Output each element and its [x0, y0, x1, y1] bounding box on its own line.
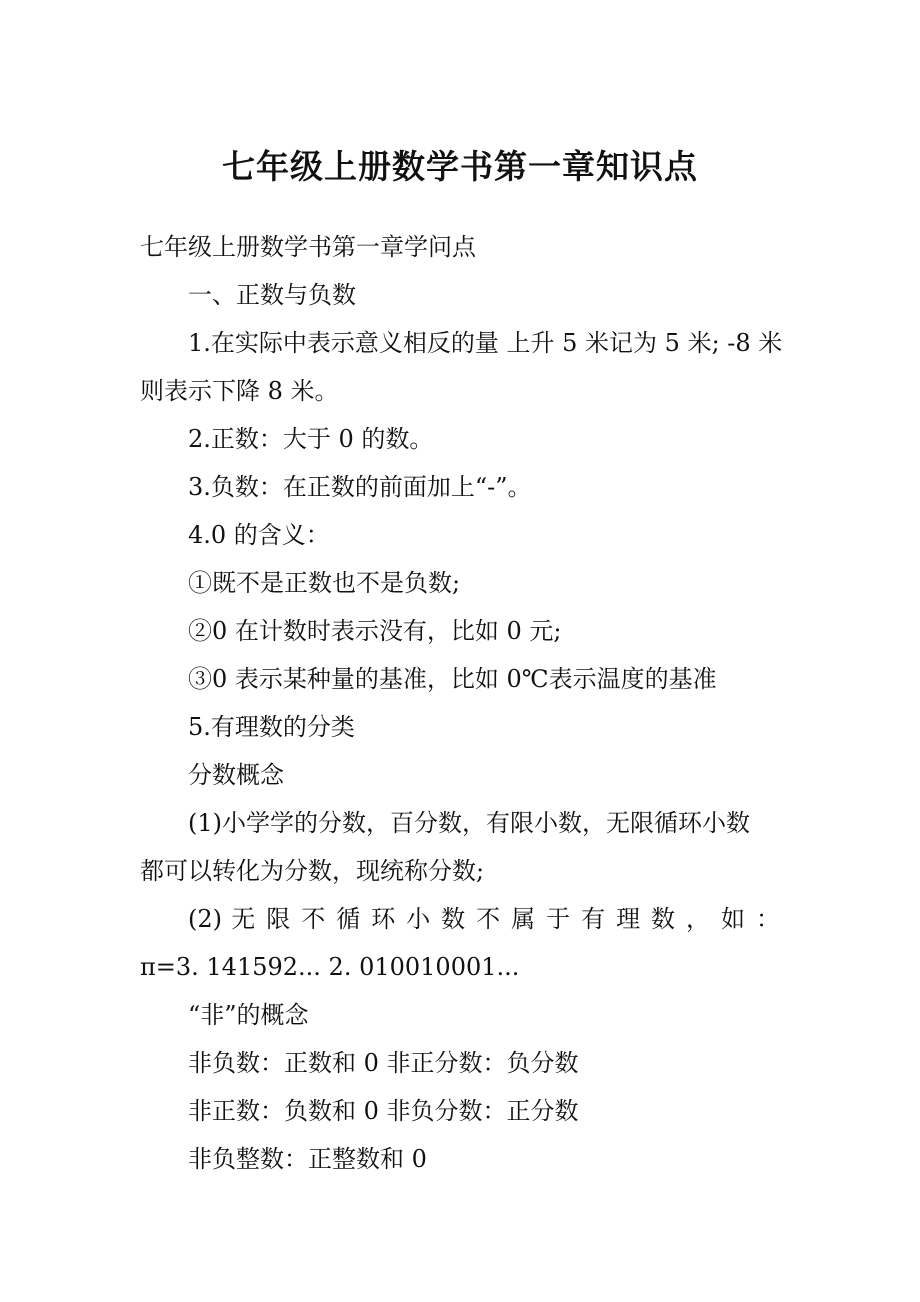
paragraph-line: 5.有理数的分类 — [188, 713, 355, 741]
paragraph-line: π=3. 141592... 2. 010010001... — [140, 953, 520, 981]
paragraph-line: 3.负数：在正数的前面加上“-”。 — [188, 473, 532, 501]
document-subtitle: 七年级上册数学书第一章学问点 — [140, 233, 476, 261]
paragraph-line: “非”的概念 — [188, 1001, 309, 1029]
paragraph-line: 非正数：负数和 0 非负分数：正分数 — [188, 1097, 579, 1125]
paragraph-line: ①既不是正数也不是负数; — [188, 569, 461, 597]
paragraph-line: 1.在实际中表示意义相反的量 上升 5 米记为 5 米; -8 米 — [188, 329, 783, 357]
paragraph-line: 2.正数：大于 0 的数。 — [188, 425, 434, 453]
paragraph-line: 非负整数：正整数和 0 — [188, 1145, 427, 1173]
paragraph-line: 都可以转化为分数，现统称分数; — [140, 857, 485, 885]
section-heading: 一、正数与负数 — [188, 281, 356, 309]
paragraph-line: 非负数：正数和 0 非正分数：负分数 — [188, 1049, 579, 1077]
paragraph-line: (1)小学学的分数，百分数，有限小数，无限循环小数 — [188, 809, 750, 837]
paragraph-line: ③0 表示某种量的基准，比如 0℃表示温度的基准 — [188, 665, 717, 693]
paragraph-line: 分数概念 — [188, 761, 284, 789]
paragraph-line: 4.0 的含义： — [188, 521, 330, 549]
paragraph-line: ②0 在计数时表示没有，比如 0 元; — [188, 617, 562, 645]
paragraph-line: 则表示下降 8 米。 — [140, 377, 339, 405]
paragraph-line: (2) 无 限 不 循 环 小 数 不 属 于 有 理 数 ， 如 ： — [188, 905, 780, 933]
page-title: 七年级上册数学书第一章知识点 — [222, 147, 698, 186]
